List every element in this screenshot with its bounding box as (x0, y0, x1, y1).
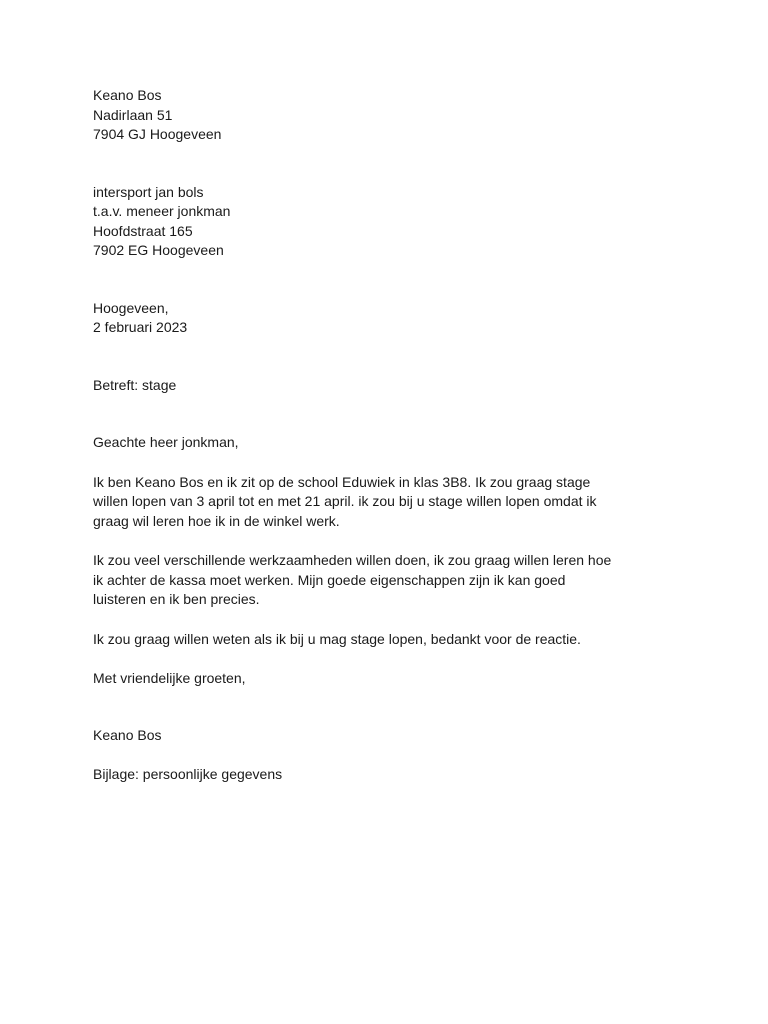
signature-name: Keano Bos (93, 726, 162, 743)
paragraph-line: Ik zou graag willen weten als ik bij u mag stage lopen, bedankt voor de reactie. (93, 630, 581, 647)
spacer (93, 145, 683, 183)
spacer (93, 453, 683, 473)
paragraph-line: Ik zou veel verschillende werkzaamheden willen doen, ik zou graag willen leren hoe (93, 552, 612, 568)
paragraph-line: ik achter de kassa moet werken. Mijn goede eigenschappen zijn ik kan goed (93, 571, 566, 588)
paragraph-line: luisteren en ik ben precies. (93, 591, 260, 607)
spacer (93, 610, 683, 630)
sender-name: Keano Bos (93, 87, 162, 103)
closing: Met vriendelijke groeten, (93, 670, 246, 686)
body-paragraph-3 (93, 630, 683, 650)
recipient-company: intersport jan bols (93, 183, 204, 200)
recipient-postal-city: 7902 EG Hoogeveen (93, 242, 224, 258)
letter-content (93, 86, 683, 785)
date-place: Hoogeveen, (93, 299, 169, 316)
attachment-note: Bijlage: persoonlijke gegevens (93, 766, 283, 782)
date-block (93, 299, 683, 338)
spacer (93, 531, 683, 551)
salutation: Geachte heer jonkman, (93, 434, 239, 450)
spacer (93, 649, 683, 669)
paragraph-line: Ik ben Keano Bos en ik zit op de school Eduwiek in klas 3B8. Ik zou graag stage (93, 473, 591, 490)
body-paragraph-2 (93, 551, 683, 610)
spacer (93, 261, 683, 299)
letter-date: 2 februari 2023 (93, 319, 188, 335)
sender-address (93, 86, 683, 145)
spacer (93, 745, 683, 765)
recipient-address (93, 183, 683, 261)
spacer (93, 338, 683, 376)
sender-street: Nadirlaan 51 (93, 106, 173, 123)
spacer (93, 395, 683, 433)
subject-line: Betreft: stage (93, 376, 177, 393)
body-paragraph-1 (93, 473, 683, 532)
paragraph-line: willen lopen van 3 april tot en met 21 april. ik zou bij u stage willen lopen omdat ik (93, 493, 597, 509)
sender-postal-city: 7904 GJ Hoogeveen (93, 126, 222, 142)
paragraph-line: graag wil leren hoe ik in de winkel werk. (93, 512, 340, 529)
spacer (93, 689, 683, 726)
recipient-attention: t.a.v. meneer jonkman (93, 203, 231, 219)
recipient-street: Hoofdstraat 165 (93, 222, 193, 239)
